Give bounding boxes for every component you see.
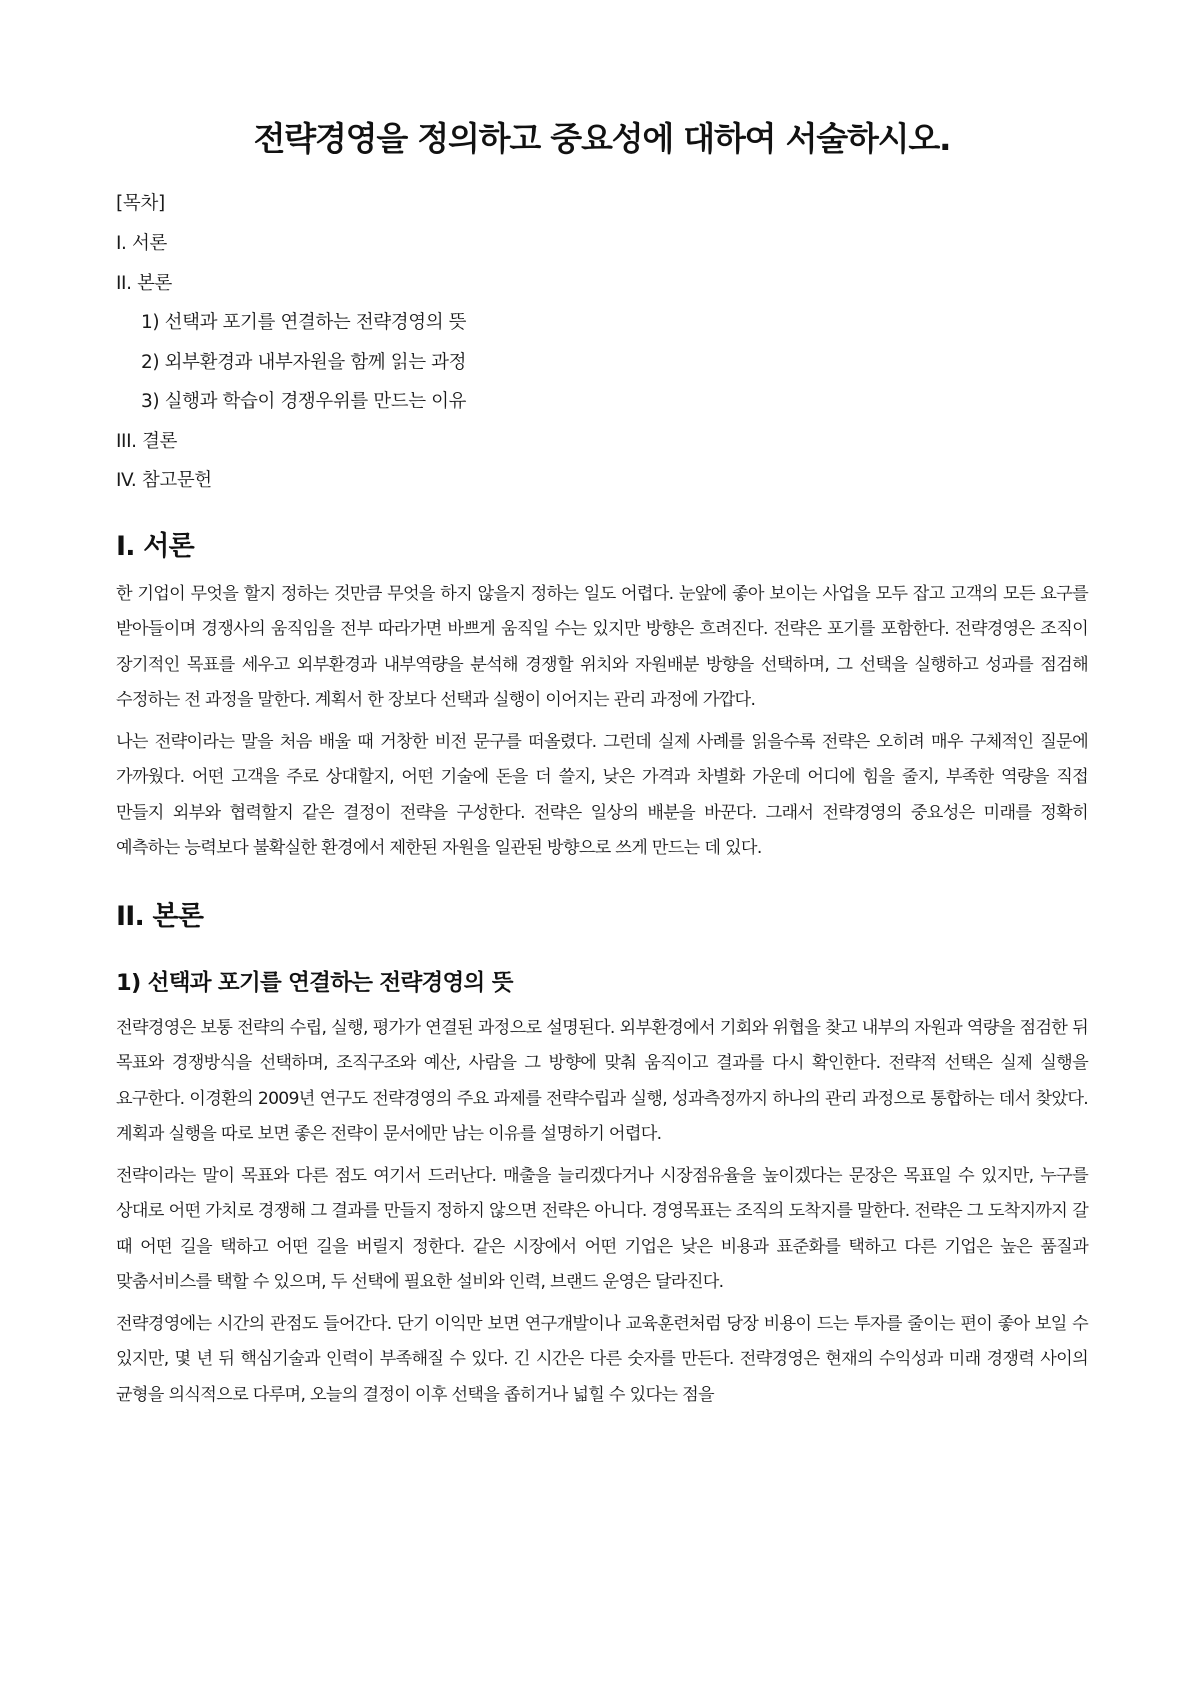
intro-paragraph-1: 한 기업이 무엇을 할지 정하는 것만큼 무엇을 하지 않을지 정하는 일도 어렵다. 눈앞에 좋아 보이는 사업을 모두 잡고 고객의 모든 요구를 받아들이며 경쟁사의 움직임을 전부 따라가면 바쁘게 움직일 수는 있지만 방향은 흐려진다. 전략은 포기를 포함한다. 전략경영은 조직이 장기적인 목표를 세우고 외부환경과 내부역량을 분석해 경쟁할 위치와 자원배분 방향을 선택하며, 그 선택을 실행하고 성과를 점검해 수정하는 전 과정을 말한다. 계획서 한 장보다 선택과 실행이 이어지는 관리 과정에 가깝다. [116,583,1088,710]
toc-list [116,224,1088,501]
section-heading-body: II. 본론 [116,900,204,932]
section-intro [116,527,1088,867]
toc-heading: [목차] [116,193,165,214]
toc-item-references: IV. 참고문헌 [116,470,212,491]
table-of-contents [116,184,1088,501]
section-heading-intro: I. 서론 [116,530,194,562]
toc-item-body: II. 본론 [116,272,173,294]
toc-item-conclusion: III. 결론 [116,430,178,452]
body-paragraph-3: 전략경영에는 시간의 관점도 들어간다. 단기 이익만 보면 연구개발이나 교육훈련처럼 당장 비용이 드는 투자를 줄이는 편이 좋아 보일 수 있지만, 몇 년 뒤 핵심기술과 인력이 부족해질 수 있다. 긴 시간은 다른 숫자를 만든다. 전략경영은 현재의 수익성과 미래 경쟁력 사이의 균형을 의식적으로 다루며, 오늘의 결정이 이후 선택을 좁히거나 넓힐 수 있다는 점을 [116,1313,1088,1405]
document-title: 전략경영을 정의하고 중요성에 대하여 서술하시오. [253,119,951,158]
toc-item-body-2: 2) 외부환경과 내부자원을 함께 읽는 과정 [141,351,467,373]
section-body [116,897,1088,1414]
subsection-heading-1: 1) 선택과 포기를 연결하는 전략경영의 뜻 [116,969,513,996]
body-paragraph-1: 전략경영은 보통 전략의 수립, 실행, 평가가 연결된 과정으로 설명된다. 외부환경에서 기회와 위협을 찾고 내부의 자원과 역량을 점검한 뒤 목표와 경쟁방식을 선택하며, 조직구조와 예산, 사람을 그 방향에 맞춰 움직이고 결과를 다시 확인한다. 전략적 선택은 실제 실행을 요구한다. 이경환의 2009년 연구도 전략경영의 주요 과제를 전략수립과 실행, 성과측정까지 하나의 관리 과정으로 통합하는 데서 찾았다. 계획과 실행을 따로 보면 좋은 전략이 문서에만 남는 이유를 설명하기 어렵다. [116,1017,1088,1144]
toc-item-intro: I. 서론 [116,233,167,254]
toc-item-body-1: 1) 선택과 포기를 연결하는 전략경영의 뜻 [141,312,467,333]
body-paragraph-2: 전략이라는 말이 목표와 다른 점도 여기서 드러난다. 매출을 늘리겠다거나 시장점유율을 높이겠다는 문장은 목표일 수 있지만, 누구를 상대로 어떤 가치로 경쟁해 그 결과를 만들지 정하지 않으면 전략은 아니다. 경영목표는 조직의 도착지를 말한다. 전략은 그 도착지까지 갈 때 어떤 길을 택하고 어떤 길을 버릴지 정한다. 같은 시장에서 어떤 기업은 낮은 비용과 표준화를 택하고 다른 기업은 높은 품질과 맞춤서비스를 택할 수 있으며, 두 선택에 필요한 설비와 인력, 브랜드 운영은 달라진다. [116,1165,1088,1292]
intro-paragraph-2: 나는 전략이라는 말을 처음 배울 때 거창한 비전 문구를 떠올렸다. 그런데 실제 사례를 읽을수록 전략은 오히려 매우 구체적인 질문에 가까웠다. 어떤 고객을 주로 상대할지, 어떤 기술에 돈을 더 쓸지, 낮은 가격과 차별화 가운데 어디에 힘을 줄지, 부족한 역량을 직접 만들지 외부와 협력할지 같은 결정이 전략을 구성한다. 전략은 일상의 배분을 바꾼다. 그래서 전략경영의 중요성은 미래를 정확히 예측하는 능력보다 불확실한 환경에서 제한된 자원을 일관된 방향으로 쓰게 만드는 데 있다. [116,731,1088,858]
toc-item-body-3: 3) 실행과 학습이 경쟁우위를 만드는 이유 [141,391,467,412]
